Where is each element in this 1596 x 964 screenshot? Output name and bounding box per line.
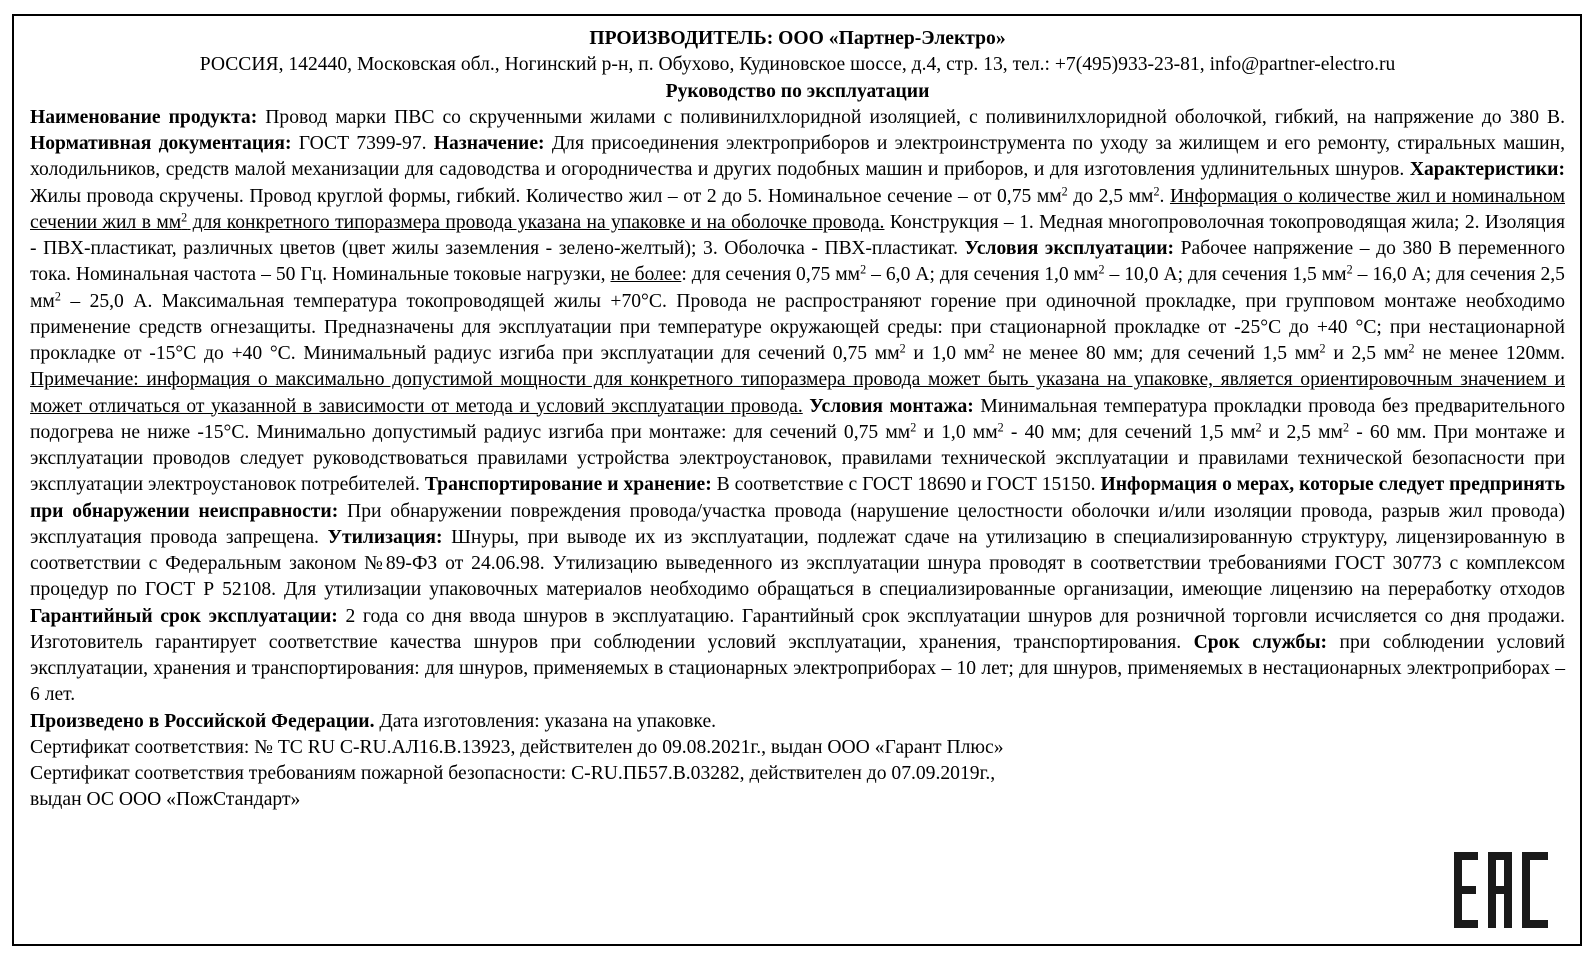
document-frame: [12, 14, 1582, 946]
operating-conditions-text: и 1,0 мм: [905, 343, 989, 364]
transport-storage-text: В соответствие с ГОСТ 18690 и ГОСТ 15150.: [711, 474, 1101, 496]
mounting-conditions-text: - 40 мм; для сечений 1,5 мм: [1003, 421, 1256, 443]
utilization-text: Шнуры, при выводе их из эксплуатации, подлежат сдаче на утилизацию в специализированную структуру, лицензированную в соответствии с Федеральным законом №89-ФЗ от 24.06.98. Утилизацию выведенного из эксплуатации шнура проводят в соответствии требованиями ГОСТ 30773 с комплексом процедур по ГОСТ Р 52108. Для утилизации упаковочных материалов необходимо обращаться в специализированные организации, имеющие лицензию на переработку отходов: [30, 526, 1565, 601]
document-content: [30, 26, 1565, 814]
superscript: 2: [1255, 420, 1262, 435]
eac-mark-icon: [1452, 852, 1554, 928]
fire-certificate-line: Сертификат соответствия требованиям пожарной безопасности: С-RU.ПБ57.В.03282, действителен до 07.09.2019г.,: [30, 763, 996, 784]
warranty-label: Гарантийный срок эксплуатации:: [30, 605, 338, 627]
superscript: 2: [181, 210, 188, 225]
mounting-conditions-text: и 2,5 мм: [1261, 421, 1343, 443]
product-name-text: Провод марки ПВС со скрученными жилами с поливинилхлоридной изоляцией, с поливинилхлоридной оболочкой, гибкий, на напряжение до 380 В.: [257, 106, 1565, 128]
manual-body: [30, 105, 1565, 709]
normative-doc-label: Нормативная документация:: [30, 133, 292, 154]
made-in-label: Произведено в Российской Федерации.: [30, 710, 375, 732]
operating-conditions-text: не менее 80 мм; для сечений 1,5 мм: [994, 343, 1320, 364]
utilization-label: Утилизация:: [327, 526, 443, 548]
manufacturer-title: ПРОИЗВОДИТЕЛЬ: ООО «Партнер-Электро»: [589, 28, 1006, 49]
superscript: 2: [988, 341, 995, 356]
superscript: 2: [1061, 183, 1068, 198]
characteristics-label: Характеристики:: [1409, 159, 1565, 181]
superscript: 2: [1153, 183, 1160, 198]
operating-conditions-text: – 16,0 А; для сечения 2,5 мм: [30, 264, 1565, 312]
operating-underlined-text: не более: [610, 264, 682, 286]
transport-storage-label: Транспортирование и хранение:: [424, 474, 712, 496]
operating-conditions-text: – 10,0 А; для сечения 1,5 мм: [1104, 264, 1347, 286]
mounting-conditions-label: Условия монтажа:: [809, 395, 974, 417]
construction-text: Конструкция – 1. Медная многопроволочная токопроводящая жила; 2. Изоляция - ПВХ-пластикат, различных цветов (цвет жилы заземления - зелено-желтый); 3. Оболочка - ПВХ-пластикат.: [30, 211, 1565, 259]
made-in-text: Дата изготовления: указана на упаковке.: [374, 710, 717, 732]
operating-conditions-text: – 25,0 А. Максимальная температура токопроводящей жилы +70°С. Провода не распространяют горение при одиночной прокладке, при групповом монтаже необходимо применение средств огнезащиты. Предназначены для эксплуатации при температуре окружающей среды: при стационарной прокладке от -25°С до +40 °С; при нестационарной прокладке от -15°С до +40 °С. Минимальный радиус изгиба при эксплуатации для сечений 0,75 мм: [30, 290, 1565, 364]
fault-measures-label: Информация о мерах, которые следует предпринять при обнаружении неисправности:: [30, 474, 1565, 522]
mounting-conditions-text: и 1,0 мм: [916, 421, 998, 443]
mounting-conditions-text: - 60 мм. При монтаже и эксплуатации проводов следует руководствоваться правилами устройства электроустановок, правилами технической эксплуатации и правилами технической безопасности при эксплуатации электроустановок потребителей.: [30, 421, 1565, 496]
certificate-line: Сертификат соответствия: № ТС RU C-RU.АЛ16.В.13923, действителен до 09.08.2021г., выдан ООО «Гарант Плюс»: [30, 736, 1004, 758]
characteristics-note-text: Информация о количестве жил и номинальном сечении жил в мм: [30, 185, 1565, 233]
made-in-line: [30, 709, 1565, 735]
note-underlined-text: Примечание: информация о максимально допустимой мощности для конкретного типоразмера провода может быть указана на упаковке, является ориентировочным значением и может отличаться от указанной в зависимости от метода и условий эксплуатации провода.: [30, 369, 1565, 417]
normative-doc-text: ГОСТ 7399-97.: [291, 133, 434, 154]
purpose-label: Назначение:: [433, 133, 545, 154]
operating-conditions-text: : для сечения 0,75 мм: [681, 264, 861, 286]
superscript: 2: [1346, 262, 1353, 277]
mounting-conditions-text: Минимальная температура прокладки провода без предварительного подогрева не ниже -15°С. Минимально допустимый радиус изгиба при монтаже: для сечений 0,75 мм: [30, 395, 1566, 443]
superscript: 2: [1098, 262, 1105, 277]
characteristics-text: Жилы провода скручены. Провод круглой формы, гибкий. Количество жил – от 2 до 5. Номинальное сечение – от 0,75 мм: [30, 185, 1062, 207]
fault-measures-text: При обнаружении повреждения провода/участка провода (нарушение целостности оболочки и/или изоляции провода, разрыв жил провода) эксплуатация провода запрещена.: [30, 500, 1566, 548]
manufacturer-address: РОССИЯ, 142440, Московская обл., Ногинский р-н, п. Обухово, Кудиновское шоссе, д.4, стр. 13, тел.: +7(495)933-23-81, info@partner-electro.ru: [199, 54, 1396, 76]
product-name-label: Наименование продукта:: [30, 106, 258, 128]
superscript: 2: [1342, 420, 1350, 435]
superscript: 2: [1408, 341, 1415, 356]
fire-certificate-issuer: выдан ОС ООО «ПожСтандарт»: [30, 789, 301, 811]
superscript: 2: [899, 341, 906, 356]
characteristics-note-text: для конкретного типоразмера провода указана на упаковке и на оболочке провода.: [187, 211, 885, 233]
operating-conditions-text: не менее 120мм.: [1414, 343, 1565, 364]
service-life-text: при соблюдении условий эксплуатации, хранения и транспортирования: для шнуров, применяемых в стационарных электроприборах – 10 лет; для шнуров, применяемых в нестационарных электроприборах – 6 лет.: [30, 631, 1565, 706]
characteristics-text: .: [1159, 185, 1170, 207]
warranty-text: 2 года со дня ввода шнуров в эксплуатацию. Гарантийный срок эксплуатации шнуров для розничной торговли исчисляется со дня продажи. Изготовитель гарантирует соответствие качества шнуров при соблюдении условий эксплуатации, хранения, транспортирования.: [30, 605, 1565, 653]
operating-conditions-text: – 6,0 А; для сечения 1,0 мм: [866, 264, 1099, 286]
superscript: 2: [860, 262, 867, 277]
operating-conditions-label: Условия эксплуатации:: [964, 238, 1175, 259]
superscript: 2: [1319, 341, 1326, 356]
characteristics-text: до 2,5 мм: [1067, 185, 1154, 207]
operating-conditions-text: Рабочее напряжение – до 380 В переменного тока. Номинальная частота – 50 Гц. Номинальные токовые нагрузки,: [30, 238, 1565, 286]
operating-conditions-text: и 2,5 мм: [1325, 343, 1409, 364]
superscript: 2: [910, 420, 917, 435]
superscript: 2: [54, 288, 61, 303]
purpose-text: Для присоединения электроприборов и электроинструмента по уходу за жилищем и его ремонту, стиральных машин, холодильников, средств малой механизации для садоводства и огородничества и других подобных машин и приборов, и для изготовления удлинительных шнуров.: [30, 133, 1565, 181]
service-life-label: Срок службы:: [1193, 631, 1328, 653]
document-title: Руководство по эксплуатации: [665, 80, 930, 102]
superscript: 2: [997, 420, 1004, 435]
